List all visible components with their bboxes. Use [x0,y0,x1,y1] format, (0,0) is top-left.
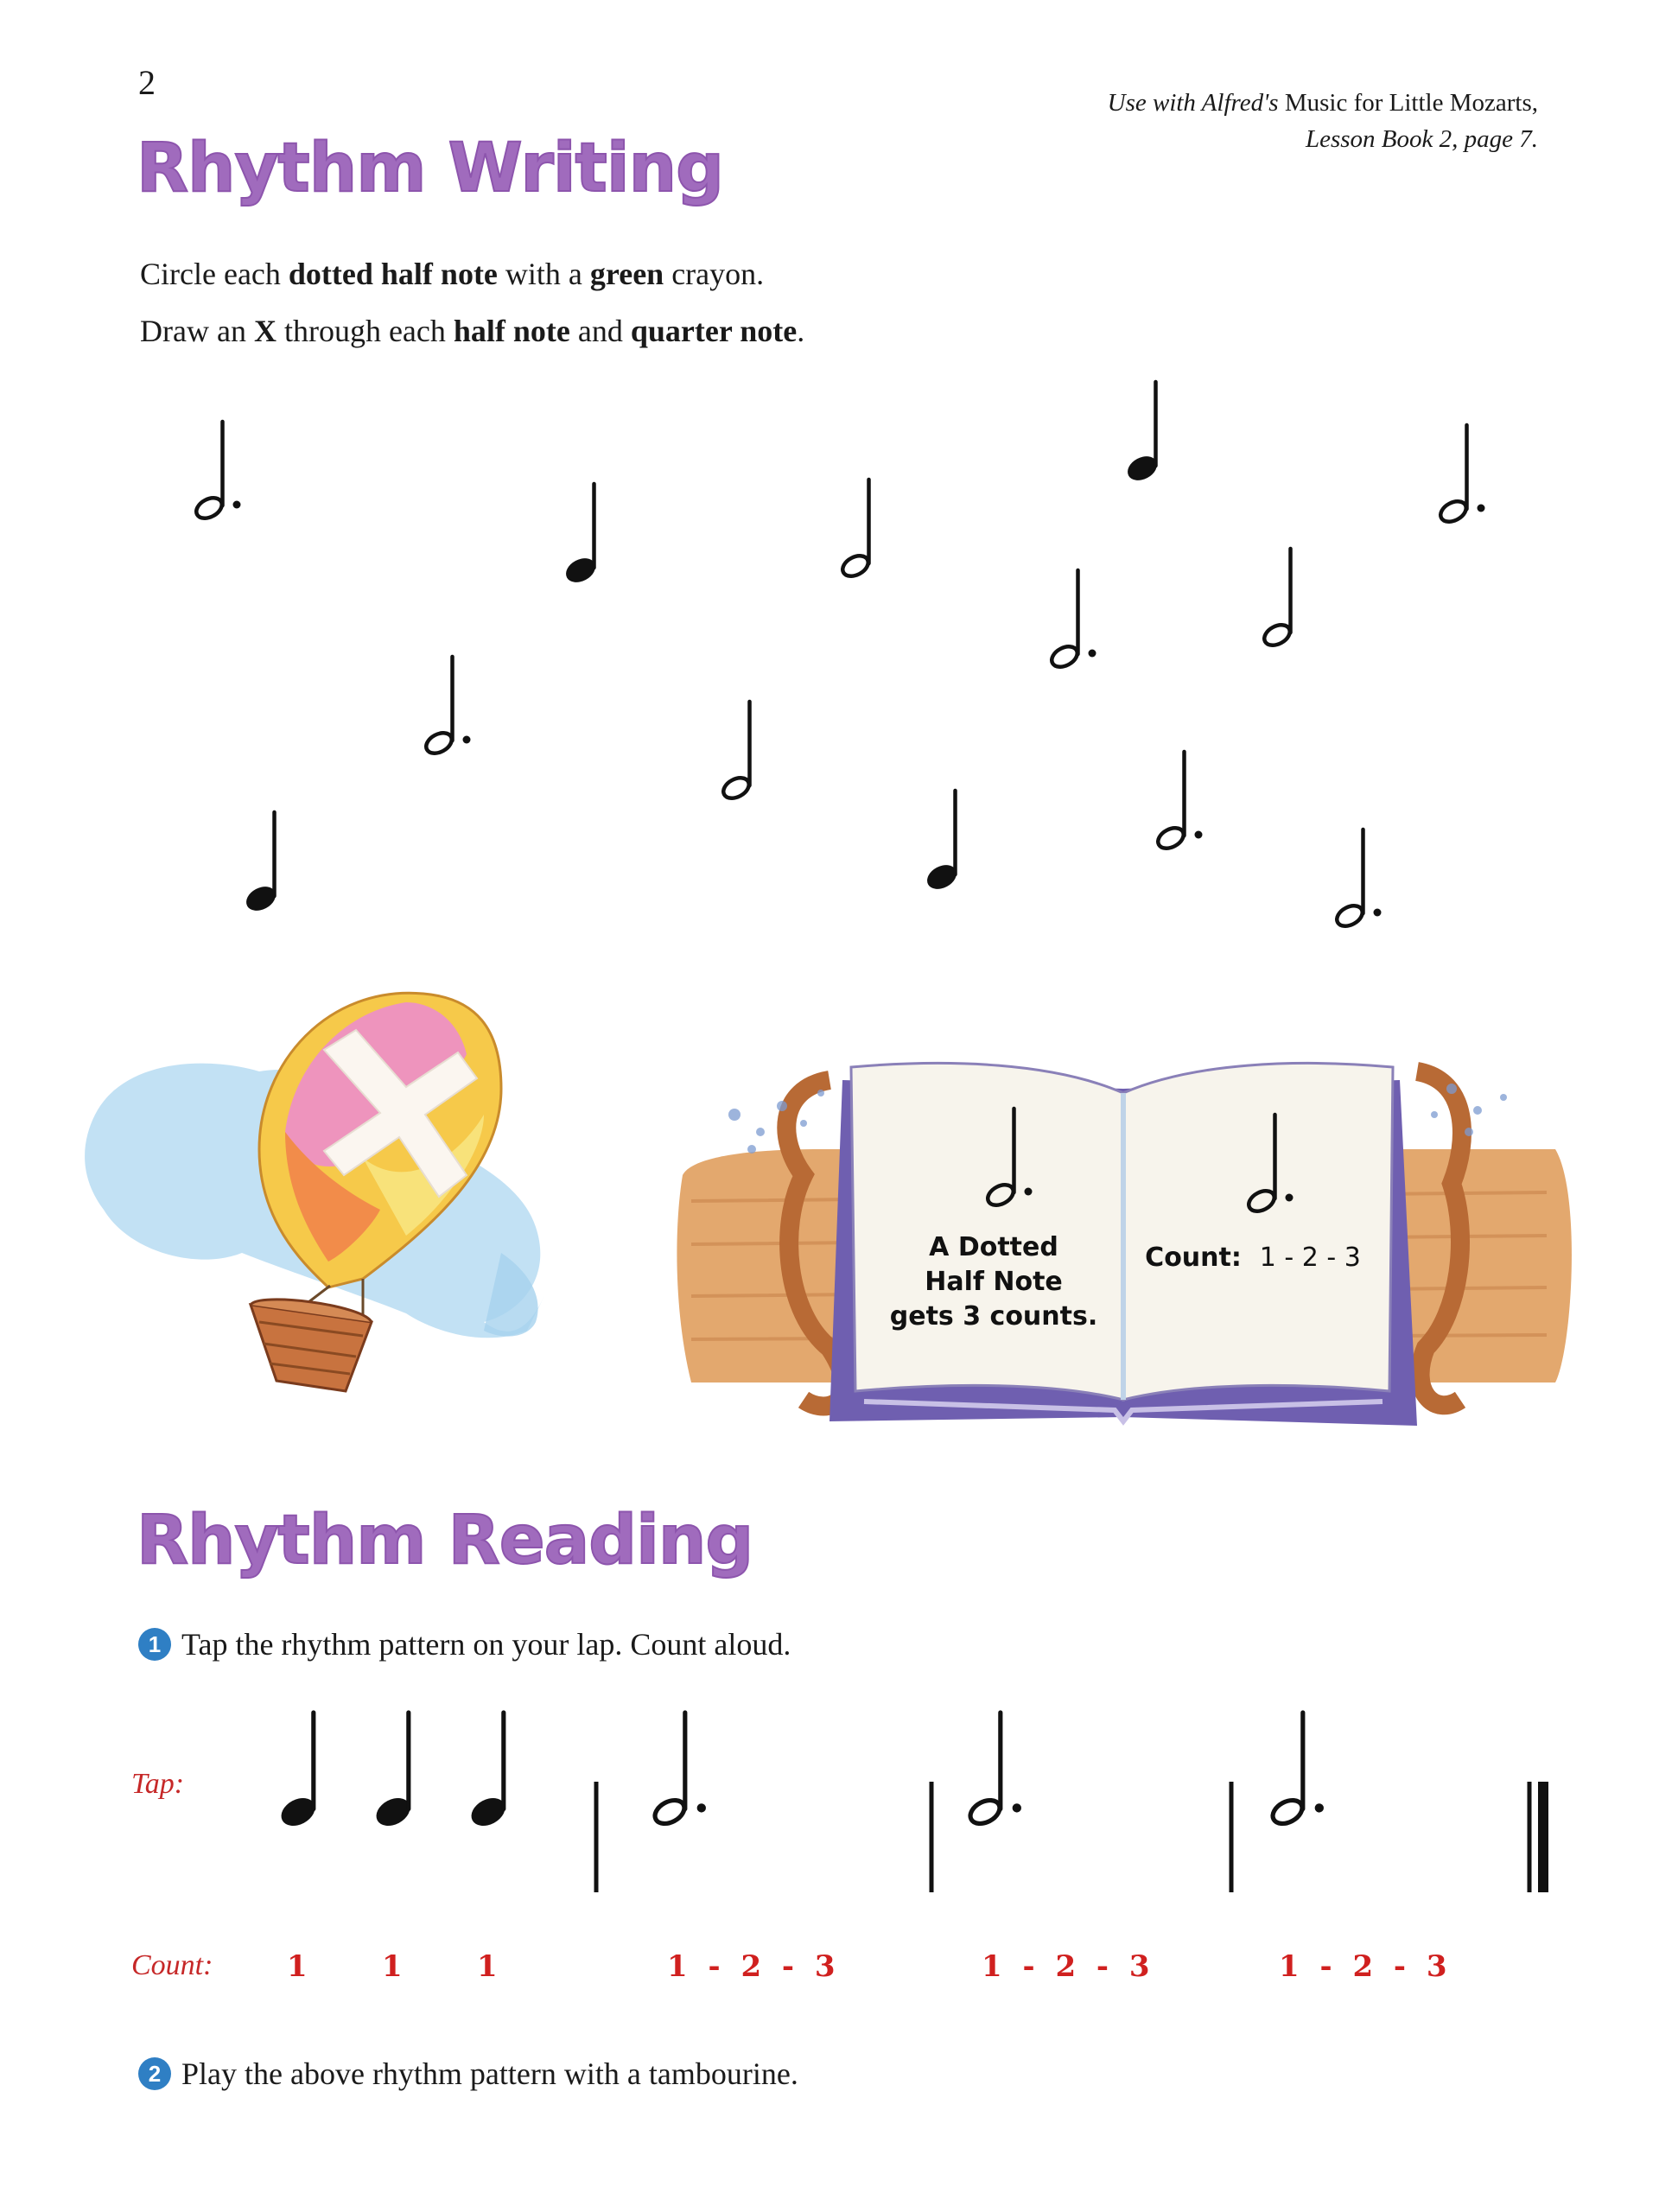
count-2: 1 [382,1949,403,1984]
quarter-note-icon [372,1713,415,1831]
quarter-note-icon [1123,382,1161,485]
step-1 [138,1626,791,1662]
instruction-draw-x: Draw an X through each half note and quarter note. [140,314,805,348]
step-2 [138,2056,798,2092]
credit-title: Music for Little Mozarts, [1278,89,1538,117]
step-1-text: Tap the rhythm pattern on your lap. Count aloud. [181,1627,791,1662]
dotted-half-note-icon [193,422,240,522]
count-6: 1 - 2 - 3 [1279,1949,1447,1984]
count-1: 1 [287,1949,308,1984]
tap-label: Tap: [131,1768,185,1800]
count-4: 1 - 2 - 3 [667,1949,836,1984]
rhythm-writing-heading: Rhythm Writing [137,130,723,207]
dotted-half-note-icon [423,657,470,757]
credit-publisher: Alfred's [1201,89,1279,117]
tap-rhythm-row [276,1713,1543,1892]
page-number: 2 [138,63,156,102]
dotted-half-note-icon [1048,570,1096,671]
quarter-note-icon [562,484,600,587]
book-left-line-3: gets 3 counts. [889,1301,1098,1332]
book-count-label: Count: [1145,1243,1242,1273]
step-2-text: Play the above rhythm pattern with a tambourine. [181,2056,798,2091]
step-2-number: 2 [138,2057,171,2090]
book-left-line-1: A Dotted [929,1232,1058,1262]
quarter-note-icon [276,1713,320,1831]
hot-air-balloon-illustration [85,993,544,1391]
book-count-value: 1 - 2 - 3 [1259,1243,1361,1273]
step-1-number: 1 [138,1628,171,1661]
scattered-notes [193,382,1484,930]
count-3: 1 [477,1949,498,1984]
credit-line2: Lesson Book 2, page 7. [1305,125,1538,153]
quarter-note-icon [923,791,961,893]
count-label: Count: [131,1949,213,1981]
book-left-text [881,1230,1106,1334]
half-note-icon [839,480,871,580]
half-note-icon [1261,549,1293,649]
book-left-line-2: Half Note [925,1267,1063,1297]
quarter-note-icon [467,1713,510,1831]
dotted-half-note-icon [966,1713,1021,1828]
dotted-half-note-icon [1268,1713,1324,1828]
book-right-text [1123,1241,1382,1275]
dotted-half-note-icon [1333,830,1381,930]
instruction-circle: Circle each dotted half note with a green crayon. [140,257,765,291]
final-bar-line [1529,1782,1543,1892]
rhythm-reading-heading: Rhythm Reading [137,1502,753,1580]
credit-prefix: Use with [1107,89,1202,117]
dotted-half-note-icon [1154,752,1202,852]
count-5: 1 - 2 - 3 [982,1949,1150,1984]
quarter-note-icon [242,812,280,915]
half-note-icon [720,702,752,802]
dotted-half-note-icon [1437,425,1484,525]
dotted-half-note-icon [651,1713,706,1828]
